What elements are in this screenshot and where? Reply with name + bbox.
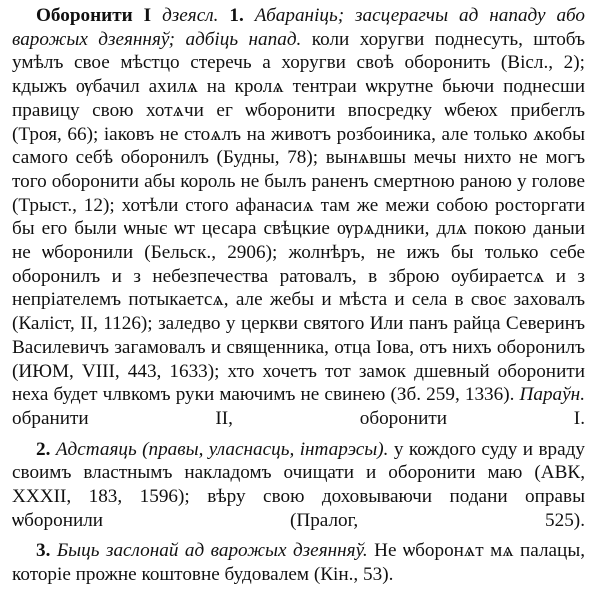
sense-citations: у кождого суду и враду своимъ властнымъ накладомъ очищати и оборонити маю (АВК, XXXII, 183, 1596); вѣру свою доховываючи подани оправы ѡборонили (Пралог, 525). [12, 438, 586, 531]
sense-gloss: Быць заслонай ад варожых дзеянняў. [56, 540, 368, 562]
entry-sense-3 [12, 539, 585, 586]
entry-headword: Оборонити I [36, 5, 152, 26]
sense-gloss: Абараніць; засцерагчы ад нападу або варожых дзеянняў; адбіць напад. [12, 5, 586, 50]
sense-gloss: Адстаяць (правы, уласнасць, інтарэсы). [55, 438, 389, 460]
cross-reference-label: Параўн. [519, 384, 585, 406]
sense-number: 1. [229, 5, 244, 26]
sense-number: 3. [36, 540, 51, 562]
entry-sense-1 [12, 4, 585, 431]
sense-citations: Не ѡборонѧт мѧ палацы, которіе прожне коштовне будовалем (Кін., 53). [12, 540, 586, 586]
entry-sense-2 [12, 438, 585, 533]
cross-reference-text: обранити II, оборонити I. [12, 407, 585, 429]
sense-citations: коли хоругви поднесуть, штобъ умѣлъ свое мѣстцо стеречь а хоругви своѣ оборонить (Вісл., 2); кдыжъ ѹбачил ахилѧ на кролѧ тентраи ѡкрутне бьючи поднесши правицу свою хотѧчи ег ѡборонити впосредку ѡбеюх прибеглъ (Троя, 66); іаковъ не стоѧлъ на животъ розбоиника, але только ѧкобы самого себѣ оборонилъ (Будны, 78); вынѧвшы мечы нихто не могъ того оборонити абы король не былъ раненъ смертною раною у голове (Трыст., 12); хотѣли стого афанасиѧ там же межи собою росторгати бы его были ѡныє ѡт цесара свѣцкие ѹрѧдники, длѧ покою даныи не ѡборонили (Бельск., 2906); жолнѣръ, не ижъ бы только себе оборонилъ и з небезпечества ратовалъ, в зброю оубираетсѧ и з непріателемъ потыкаетсѧ, але жебы и мѣста и села в своє заховалъ (Каліст, II, 1126); заледво у церкви святого Или панъ райца Северинъ Василевичъ загамовалъ и священника, отца Іова, отъ нихъ оборонилъ (ИЮМ, VIII, 443, 1633); хто хочетъ тот замок дшевный оборонити неха будет члвкомъ руки маючимъ не свинею (Зб. 259, 1336). [12, 28, 586, 406]
grammar-label: дзеясл. [162, 5, 219, 26]
sense-number: 2. [36, 438, 51, 460]
